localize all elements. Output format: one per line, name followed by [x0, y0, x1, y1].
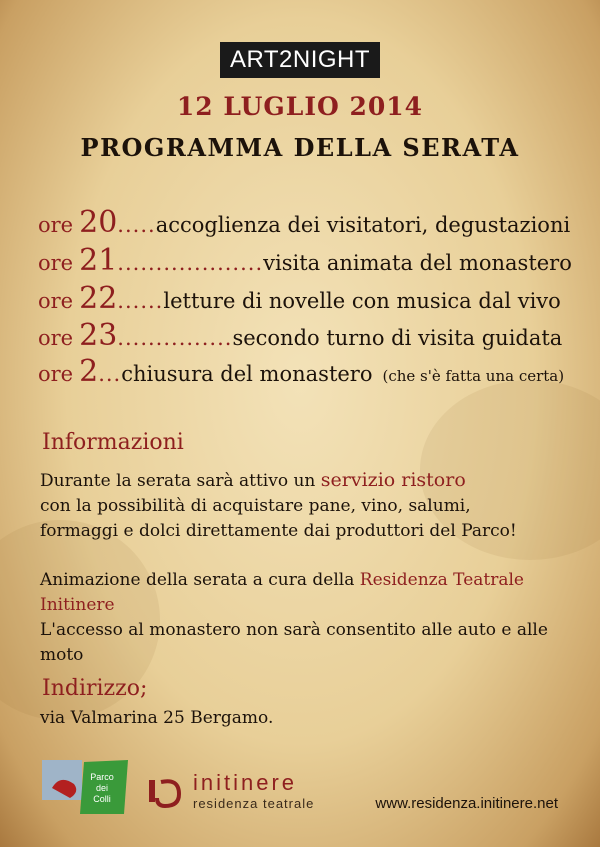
- event-date: 12 LUGLIO 2014: [176, 92, 424, 121]
- address-text: via Valmarina 25 Bergamo.: [40, 708, 274, 728]
- art2night-logo: ART2NIGHT: [220, 42, 380, 78]
- schedule-row: ore 21 ................... visita animata del monastero: [38, 243, 572, 278]
- initinere-logo: initinere residenza teatrale: [145, 770, 314, 811]
- page-title: PROGRAMMA DELLA SERATA: [80, 133, 520, 162]
- parco-dei-colli-logo: [40, 758, 130, 816]
- address-title: Indirizzo;: [42, 676, 148, 701]
- initinere-mark-icon: [145, 774, 185, 808]
- servizio-ristoro-highlight: servizio ristoro: [320, 469, 466, 491]
- website-url: www.residenza.initinere.net: [375, 795, 558, 812]
- animation-credit: Animazione della serata a cura della Residenza Teatrale Initinere: [40, 570, 524, 615]
- svg-text:Parco: Parco: [90, 772, 114, 782]
- schedule-row: ore 22 ...... letture di novelle con musica dal vivo: [38, 281, 561, 316]
- schedule-row: ore 23 ............... secondo turno di visita guidata: [38, 318, 563, 353]
- svg-text:dei: dei: [95, 783, 109, 793]
- schedule-row: ore 20 ..... accoglienza dei visitatori, degustazioni: [38, 205, 571, 240]
- info-paragraph: Durante la serata sarà attivo un servizio ristoro con la possibilità di acquistare pane, vino, salumi, formaggi e dolci direttamente dai produttori del Parco!: [40, 469, 517, 541]
- residenza-highlight: Residenza Teatrale Initinere: [40, 570, 524, 615]
- info-title: Informazioni: [42, 430, 184, 455]
- access-notice: L'accesso al monastero non sarà consentito alle auto e alle moto: [40, 620, 548, 665]
- schedule-row: ore 2 ... chiusura del monastero (che s'è fatta una certa): [38, 354, 565, 389]
- svg-text:Colli: Colli: [93, 794, 111, 804]
